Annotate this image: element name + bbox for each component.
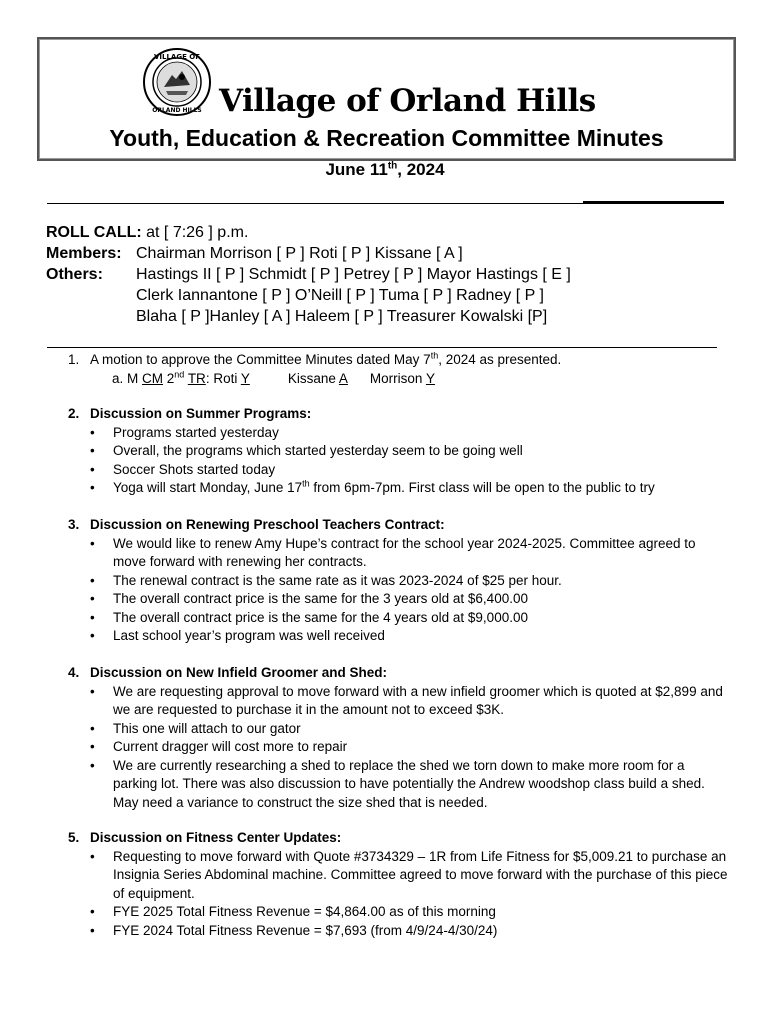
item-1-text: A motion to approve the Committee Minutes dated May 7th, 2024 as presented. xyxy=(90,350,562,367)
list-item: • Soccer Shots started today xyxy=(90,461,276,477)
item-5: 5. Discussion on Fitness Center Updates: • Requesting to move forward with Quote #3734329 – 1R from Life Fitness for $5,009.21 to purchase an Insignia Series Abdominal machine. Committee agreed to move forward with the purchase of this piece of equipment. • FYE 2025 Total Fitness Revenue = $4,864.00 as of this morning • FYE 2024 Total Fitness Revenue = $7,693 (from 4/9/24-4/30/24) xyxy=(68,829,728,940)
divider-top-thick xyxy=(583,201,724,203)
village-name: Village of Orland Hills xyxy=(219,83,596,119)
list-item: • We are requesting approval to move forward with a new infield groomer which is quoted at $2,899 and we are requested to purchase it in the amount not to exceed $3K. xyxy=(90,683,723,717)
meeting-date: June 11th, 2024 xyxy=(325,160,445,179)
others-label: Others: xyxy=(46,266,103,283)
list-item: • Last school year’s program was well received xyxy=(90,628,385,643)
others-line-2: Clerk Iannantone [ P ] O’Neill [ P ] Tuma [ P ] Radney [ P ] xyxy=(136,287,544,304)
roll-call-line: ROLL CALL: at [ 7:26 ] p.m. xyxy=(46,224,249,241)
list-item: • The overall contract price is the same for the 3 years old at $6,400.00 xyxy=(90,591,528,606)
svg-text:ORLAND HILLS: ORLAND HILLS xyxy=(152,107,202,114)
item-4-title: Discussion on New Infield Groomer and Shed: xyxy=(90,665,388,680)
item-5-title: Discussion on Fitness Center Updates: xyxy=(90,830,342,845)
item-3-title: Discussion on Renewing Preschool Teachers Contract: xyxy=(90,517,445,532)
svg-text:VILLAGE OF: VILLAGE OF xyxy=(153,53,201,61)
item-4: 4. Discussion on New Infield Groomer and Shed: • We are requesting approval to move forward with a new infield groomer which is quoted at $2,899 and we are requested to purchase it in the amount not to exceed $3K. • This one will attach to our gator • Current dragger will cost more to repair • We are currently researching a shed to replace the shed we torn down to make more room for a parking lot. There was also discussion to have potentially the Andrew woodshop class build a shed. May need a variance to construct the size shed that is needed. xyxy=(68,664,728,812)
list-item: • Overall, the programs which started yesterday seem to be going well xyxy=(90,443,523,458)
list-item: • We are currently researching a shed to replace the shed we torn down to make more room for a parking lot. There was also discussion to have potentially the Andrew woodshop class build a shed. May need a variance to construct the size shed that is needed. xyxy=(90,757,705,810)
divider-top xyxy=(47,203,724,204)
item-3: 3. Discussion on Renewing Preschool Teachers Contract: • We would like to renew Amy Hupe’s contract for the school year 2024-2025. Committee agreed to move forward with renewing her contracts. • The renewal contract is the same rate as it was 2023-2024 of $25 per hour. • The overall contract price is the same for the 3 years old at $6,400.00 • The overall contract price is the same for the 4 years old at $9,000.00 • Last school year’s program was well received xyxy=(68,516,728,646)
divider-roll xyxy=(47,347,717,348)
list-item: • We would like to renew Amy Hupe’s contract for the school year 2024-2025. Committee agreed to move forward with renewing her contracts. xyxy=(90,535,696,569)
list-item: • Requesting to move forward with Quote #3734329 – 1R from Life Fitness for $5,009.21 to purchase an Insignia Series Abdominal machine. Committee agreed to move forward with the purchase of this piece of equipment. xyxy=(90,848,728,901)
list-item: • Current dragger will cost more to repair xyxy=(90,739,348,754)
item-1: 1. A motion to approve the Committee Minutes dated May 7th, 2024 as presented. a. M CM 2nd TR: Roti Y Kissane A Morrison Y xyxy=(68,351,728,388)
village-seal-icon xyxy=(142,47,212,117)
list-item: • This one will attach to our gator xyxy=(90,720,301,736)
item-1-vote: a. M CM 2nd TR: Roti Y Kissane A Morrison Y xyxy=(112,369,435,386)
committee-title: Youth, Education & Recreation Committee Minutes xyxy=(109,125,664,151)
others-line-3: Blaha [ P ]Hanley [ A ] Haleem [ P ] Treasurer Kowalski [P] xyxy=(136,308,548,325)
list-item: • The renewal contract is the same rate as it was 2023-2024 of $25 per hour. xyxy=(90,572,562,588)
members-line: Members: xyxy=(46,245,122,262)
list-item: • The overall contract price is the same for the 4 years old at $9,000.00 xyxy=(90,609,528,625)
item-2: 2. Discussion on Summer Programs: • Programs started yesterday • Overall, the programs which started yesterday seem to be going well • Soccer Shots started today • Yoga will start Monday, June 17th from 6pm-7pm. First class will be open to the public to try xyxy=(68,405,728,498)
others-line-1: Hastings II [ P ] Schmidt [ P ] Petrey [ P ] Mayor Hastings [ E ] xyxy=(136,266,571,283)
members-list: Chairman Morrison [ P ] Roti [ P ] Kissane [ A ] xyxy=(136,245,463,262)
list-item: • Programs started yesterday xyxy=(90,424,279,440)
header-box xyxy=(37,37,736,161)
list-item: • Yoga will start Monday, June 17th from 6pm-7pm. First class will be open to the public to try xyxy=(90,478,655,495)
list-item: • FYE 2025 Total Fitness Revenue = $4,864.00 as of this morning xyxy=(90,904,496,919)
item-2-title: Discussion on Summer Programs: xyxy=(90,406,312,421)
list-item: • FYE 2024 Total Fitness Revenue = $7,693 (from 4/9/24-4/30/24) xyxy=(90,922,498,938)
